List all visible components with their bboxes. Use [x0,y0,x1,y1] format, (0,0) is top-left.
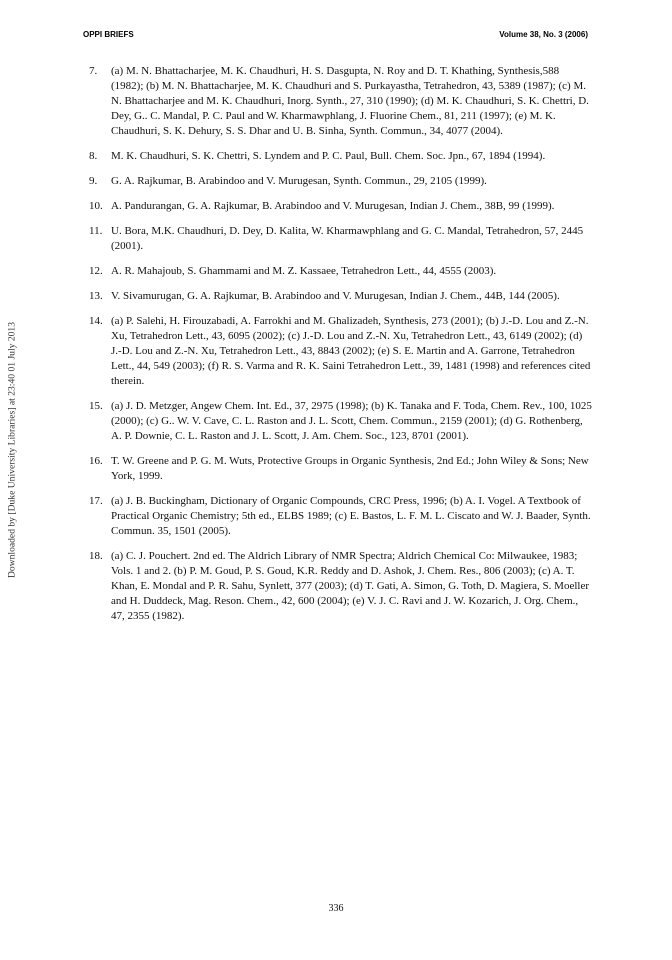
reference-item [89,149,593,164]
reference-item [89,314,593,389]
reference-item [89,174,593,189]
reference-number: 13. [89,290,103,302]
download-watermark [4,238,20,662]
journal-section-title: OPPI BRIEFS [83,30,134,39]
reference-item [89,264,593,279]
reference-item [89,199,593,214]
reference-text: (a) P. Salehi, H. Firouzabadi, A. Farrokhi and M. Ghalizadeh, Synthesis, 273 (2001); (b) J.-D. Lou and Z.-N. Xu, Tetrahedron Lett., 43, 6095 (2002); (c) J.-D. Lou and Z.-N. Xu, Tetrahedron Lett., 43, 6149 (2002); (d) J.-D. Lou and Z.-N. Xu, Tetrahedron Lett., 43, 8843 (2002); (e) S. E. Martin and A. Garrone, Tetrahedron Lett., 44, 549 (2003); (f) R. S. Varma and R. K. Saini Tetrahedron Lett., 39, 1481 (1998) and references cited therein. [111,315,591,387]
reference-text: (a) M. N. Bhattacharjee, M. K. Chaudhuri, H. S. Dasgupta, N. Roy and D. T. Khathing, Synthesis,588 (1982); (b) M. N. Bhattacharjee, M. K. Chaudhuri and S. Purkayastha, Tetrahedron, 43, 5389 (1987); (c) M. N. Bhattacharjee and M. K. Chaudhuri, Inorg. Synth., 27, 310 (1990); (d) M. K. Chaudhuri, S. K. Chettri, D. Dey, G.. C. Mandal, P. C. Paul and W. Kharmawphlang, J. Fluorine Chem., 81, 211 (1997); (e) M. K. Chaudhuri, S. K. Dehury, S. S. Dhar and U. B. Sinha, Synth. Commun., 34, 4077 (2004). [111,65,589,137]
reference-number: 11. [89,225,103,237]
reference-item [89,494,593,539]
reference-item [89,289,593,304]
reference-text: T. W. Greene and P. G. M. Wuts, Protective Groups in Organic Synthesis, 2nd Ed.; John Wiley & Sons; New York, 1999. [111,455,589,482]
reference-text: A. R. Mahajoub, S. Ghammami and M. Z. Kassaee, Tetrahedron Lett., 44, 4555 (2003). [111,265,497,277]
page-number: 336 [328,903,344,914]
page-footer [0,903,672,914]
reference-number: 16. [89,455,103,467]
reference-number: 15. [89,400,103,412]
reference-item [89,64,593,139]
volume-info: Volume 38, No. 3 (2006) [499,30,588,39]
reference-text: V. Sivamurugan, G. A. Rajkumar, B. Arabindoo and V. Murugesan, Indian J. Chem., 44B, 144 (2005). [111,290,560,302]
reference-item [89,399,593,444]
download-watermark-text: Downloaded by [Duke University Libraries] at 23:40 01 July 2013 [6,321,18,579]
reference-list [89,64,593,634]
page-header [83,30,588,44]
reference-number: 7. [89,65,98,77]
reference-number: 17. [89,495,103,507]
reference-text: (a) C. J. Pouchert. 2nd ed. The Aldrich Library of NMR Spectra; Aldrich Chemical Co: Milwaukee, 1983; Vols. 1 and 2. (b) P. M. Goud, P. S. Goud, K.R. Reddy and D. Ashok, J. Chem. Res., 806 (2003); (c) A. T. Khan, E. Mondal and P. R. Sahu, Synlett, 377 (2003); (d) T. Gati, A. Simon, G. Toth, D. Magiera, S. Moeller and H. Duddeck, Mag. Reson. Chem., 42, 600 (2004); (e) V. J. C. Ravi and J. W. Kozarich, J. Org. Chem., 47, 2355 (1982). [111,550,590,622]
reference-number: 8. [89,150,98,162]
reference-text: U. Bora, M.K. Chaudhuri, D. Dey, D. Kalita, W. Kharmawphlang and G. C. Mandal, Tetrahedron, 57, 2445 (2001). [111,225,584,252]
reference-number: 10. [89,200,103,212]
reference-number: 14. [89,315,103,327]
reference-item [89,224,593,254]
reference-number: 12. [89,265,103,277]
reference-text: A. Pandurangan, G. A. Rajkumar, B. Arabindoo and V. Murugesan, Indian J. Chem., 38B, 99 (1999). [111,200,555,212]
reference-item [89,549,593,624]
reference-text: G. A. Rajkumar, B. Arabindoo and V. Murugesan, Synth. Commun., 29, 2105 (1999). [111,175,487,187]
reference-text: (a) J. B. Buckingham, Dictionary of Organic Compounds, CRC Press, 1996; (b) A. I. Vogel. A Textbook of Practical Organic Chemistry; 5th ed., ELBS 1989; (c) E. Bastos, L. F. M. L. Ciscato and W. J. Baader, Synth. Commun. 35, 1501 (2005). [111,495,591,537]
reference-item [89,454,593,484]
reference-number: 9. [89,175,98,187]
reference-text: (a) J. D. Metzger, Angew Chem. Int. Ed., 37, 2975 (1998); (b) K. Tanaka and F. Toda, Chem. Rev., 100, 1025 (2000); (c) G.. W. V. Cave, C. L. Raston and J. L. Scott, Chem. Commun., 2159 (2001); (d) G. Rothenberg, A. P. Downie, C. L. Raston and J. L. Scott, J. Am. Chem. Soc., 123, 8701 (2001). [111,400,592,442]
reference-text: M. K. Chaudhuri, S. K. Chettri, S. Lyndem and P. C. Paul, Bull. Chem. Soc. Jpn., 67, 1894 (1994). [111,150,546,162]
reference-number: 18. [89,550,103,562]
